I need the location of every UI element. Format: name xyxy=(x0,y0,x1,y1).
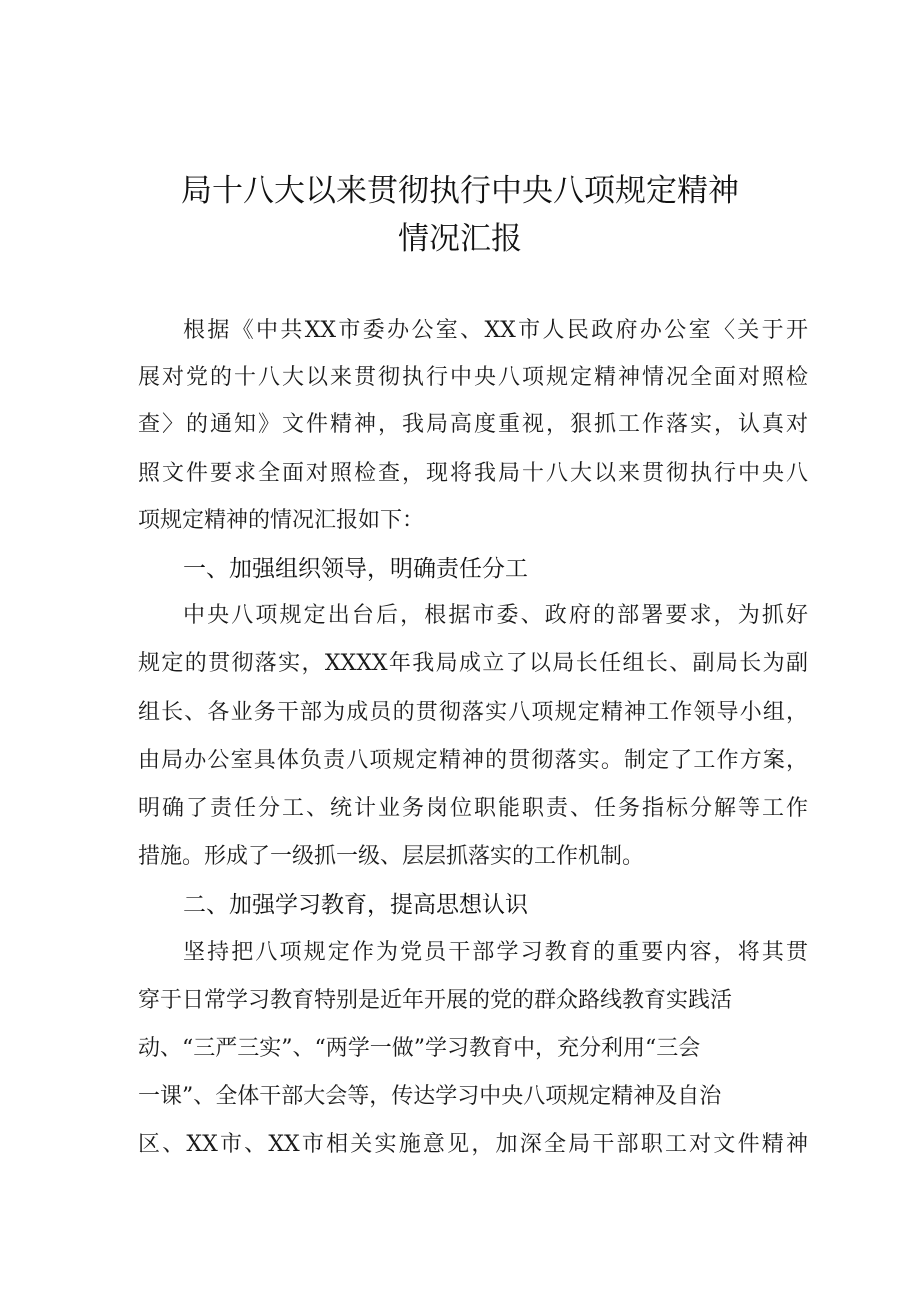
paragraph-1-line-5: 项规定精神的情况汇报如下： xyxy=(138,508,425,533)
document-title-line-1: 局十八大以来贯彻执行中央八项规定精神 xyxy=(181,173,739,209)
paragraph-3-line-3: 动、“三严三实”、“两学一做”学习教育中，充分利用“三会 xyxy=(138,1036,701,1061)
paragraph-3-line-2: 穿于日常学习教育特别是近年开展的党的群众路线教育实践活 xyxy=(138,988,733,1013)
paragraph-2-line-5: 明确了责任分工、统计业务岗位职能职责、任务指标分解等工作 xyxy=(138,796,808,821)
paragraph-1-line-3: 查〉的通知》文件精神，我局高度重视，狠抓工作落实，认真对 xyxy=(138,412,808,437)
paragraph-1-line-1: 根据《中共XX市委办公室、XX市人民政府办公室〈关于开 xyxy=(183,318,808,343)
paragraph-2-line-3: 组长、各业务干部为成员的贯彻落实八项规定精神工作领导小组， xyxy=(138,700,808,725)
paragraph-2-line-2: 规定的贯彻落实，XXXX年我局成立了以局长任组长、副局长为副 xyxy=(138,651,808,676)
paragraph-3-line-1: 坚持把八项规定作为党员干部学习教育的重要内容，将其贯 xyxy=(183,940,808,965)
paragraph-1-line-2: 展对党的十八大以来贯彻执行中央八项规定精神情况全面对照检 xyxy=(138,365,808,390)
section-heading-2: 二、加强学习教育，提高思想认识 xyxy=(183,892,528,918)
section-heading-1: 一、加强组织领导，明确责任分工 xyxy=(183,556,528,582)
paragraph-2-line-4: 由局办公室具体负责八项规定精神的贯彻落实。制定了工作方案， xyxy=(138,748,808,773)
paragraph-2-line-6: 措施。形成了一级抓一级、层层抓落实的工作机制。 xyxy=(138,844,645,869)
paragraph-2-line-1: 中央八项规定出台后，根据市委、政府的部署要求，为抓好 xyxy=(183,603,808,628)
paragraph-3-line-5: 区、XX市、XX市相关实施意见，加深全局干部职工对文件精神 xyxy=(138,1132,808,1157)
paragraph-1-line-4: 照文件要求全面对照检查，现将我局十八大以来贯彻执行中央八 xyxy=(138,461,808,486)
document-title-line-2: 情况汇报 xyxy=(398,221,522,257)
paragraph-3-line-4: 一课”、全体干部大会等，传达学习中央八项规定精神及自治 xyxy=(138,1084,722,1109)
